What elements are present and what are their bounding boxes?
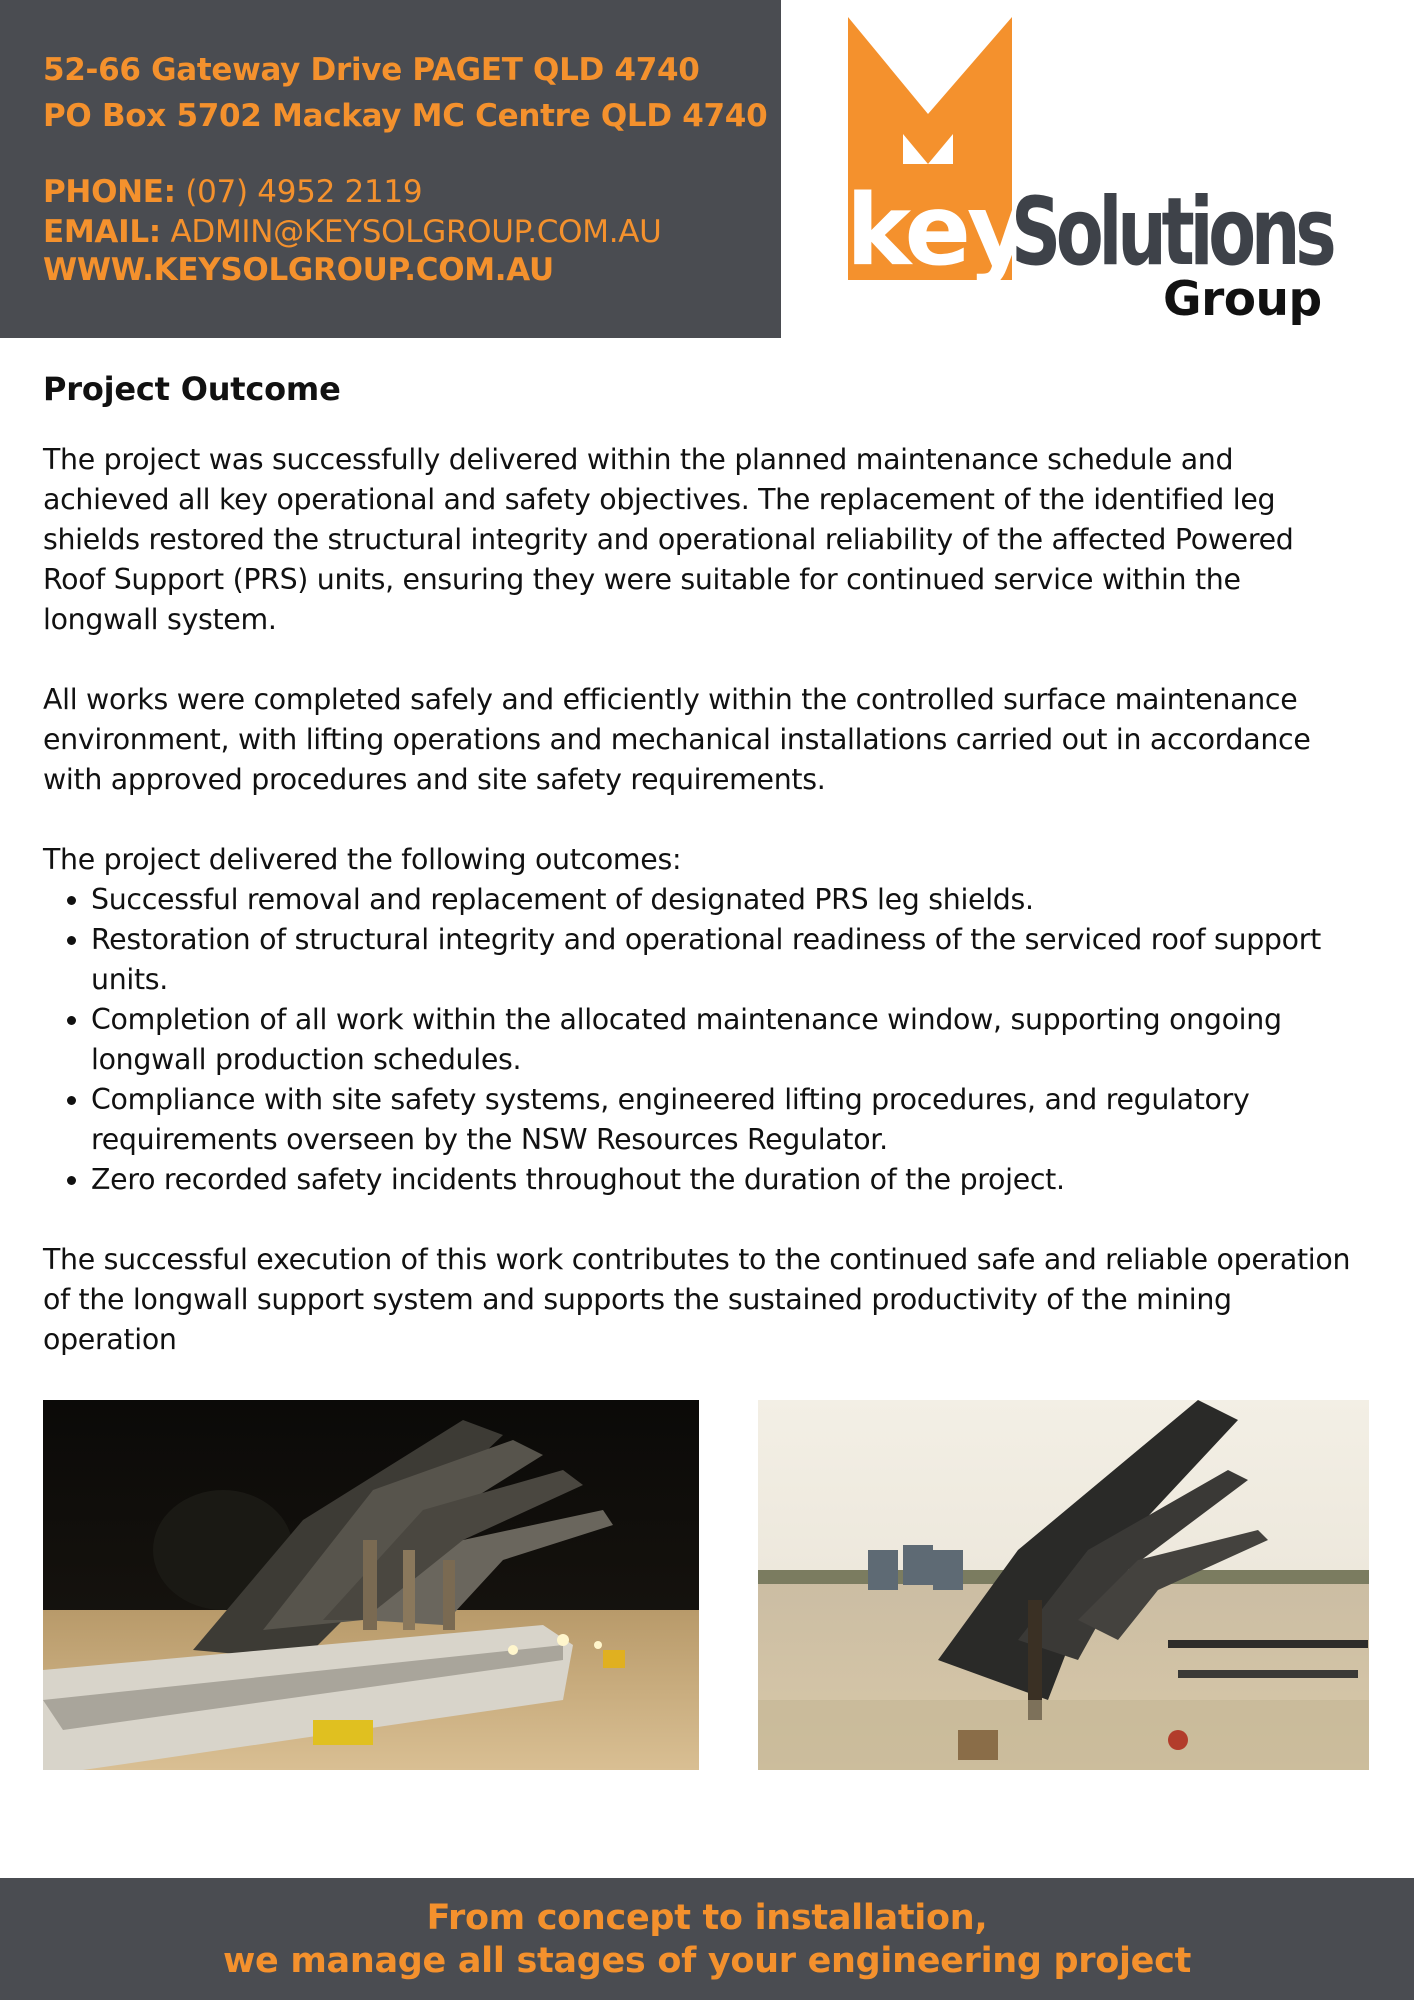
email-label: EMAIL:	[43, 214, 161, 250]
outcome-paragraph-1: The project was successfully delivered within the planned maintenance schedule and achieved all key operational and safety objectives. The replacement of the identified leg shields restored the structural integrity and operational reliability of the affected Powered Roof Support (PRS) units, ensuring they were suitable for continued service within the longwall system.	[43, 443, 1294, 636]
section-body	[43, 440, 1363, 1360]
night-site-photo	[43, 1400, 699, 1770]
day-site-photo	[758, 1400, 1369, 1770]
address-line-2: PO Box 5702 Mackay MC Centre QLD 4740	[43, 98, 768, 134]
company-logo	[843, 14, 1332, 334]
list-item: • Zero recorded safety incidents throughout the duration of the project.	[91, 1160, 1363, 1200]
outcome-paragraph-2: All works were completed safely and efficiently within the controlled surface maintenance environment, with lifting operations and mechanical installations carried out in accordance with approved procedures and site safety requirements.	[43, 683, 1311, 796]
logo-group-text: Group	[1163, 272, 1322, 327]
outcome-paragraph-3: The successful execution of this work contributes to the continued safe and reliable operation of the longwall support system and supports the sustained productivity of the mining operation	[43, 1243, 1351, 1356]
outcomes-intro: The project delivered the following outcomes:	[43, 843, 682, 876]
address-line-1: 52-66 Gateway Drive PAGET QLD 4740	[43, 52, 700, 88]
website-link[interactable]: WWW.KEYSOLGROUP.COM.AU	[43, 252, 554, 288]
list-item: • Restoration of structural integrity and operational readiness of the serviced roof support units.	[91, 920, 1363, 1000]
footer-banner	[0, 1878, 1414, 2000]
logo-solutions-text: Solutions	[1011, 178, 1332, 287]
logo-key-text: key	[846, 174, 1027, 288]
phone-row	[43, 174, 422, 210]
footer-tagline-1: From concept to installation,	[426, 1898, 988, 1938]
email-row	[43, 214, 662, 250]
list-item: • Compliance with site safety systems, engineered lifting procedures, and regulatory requirements overseen by the NSW Resources Regulator.	[91, 1080, 1363, 1160]
email-value[interactable]: ADMIN@KEYSOLGROUP.COM.AU	[170, 214, 662, 250]
phone-label: PHONE:	[43, 174, 176, 210]
outcomes-list	[43, 880, 1363, 1200]
footer-tagline-2: we manage all stages of your engineering project	[222, 1941, 1191, 1981]
section-title: Project Outcome	[43, 370, 341, 408]
list-item: • Completion of all work within the allocated maintenance window, supporting ongoing longwall production schedules.	[91, 1000, 1363, 1080]
list-item: • Successful removal and replacement of designated PRS leg shields.	[91, 880, 1363, 920]
header-contact-panel	[0, 0, 781, 338]
phone-value[interactable]: (07) 4952 2119	[185, 174, 423, 210]
